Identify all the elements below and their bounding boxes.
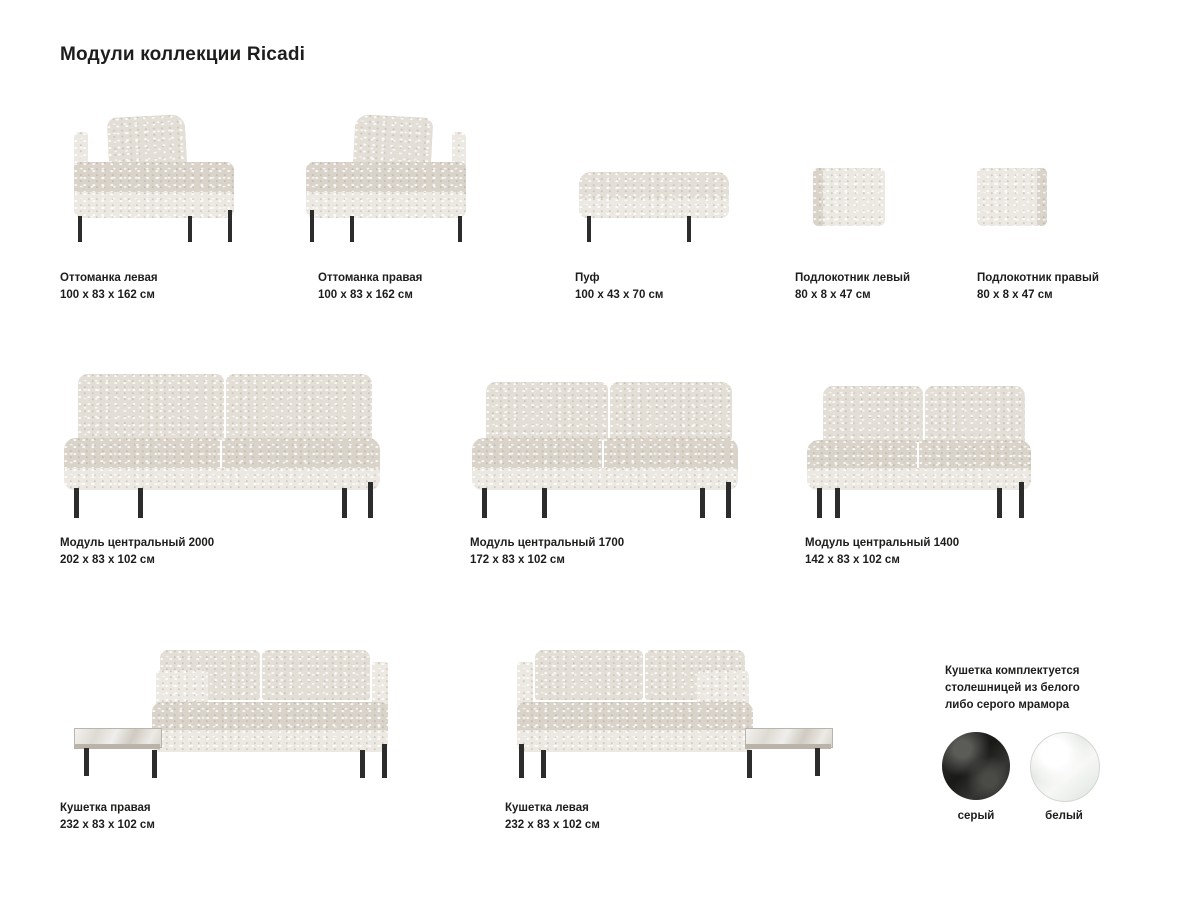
product-ottoman-left <box>60 110 290 301</box>
product-name: Кушетка левая <box>505 802 589 814</box>
swatch-marble-grey-label: серый <box>957 810 995 822</box>
marble-note-line-2: столешницей из белого <box>945 682 1080 694</box>
product-armrest-left <box>795 110 965 301</box>
product-image-armrest-left <box>795 110 965 260</box>
product-dimensions: 100 x 83 x 162 см <box>60 289 155 301</box>
product-dimensions: 142 x 83 x 102 см <box>805 554 900 566</box>
product-dimensions: 100 x 43 x 70 см <box>575 289 664 301</box>
product-dimensions: 232 x 83 x 102 см <box>60 819 155 831</box>
product-image-module-central-1400 <box>805 370 1065 525</box>
product-armrest-right <box>977 110 1147 301</box>
product-dimensions: 232 x 83 x 102 см <box>505 819 600 831</box>
product-name: Подлокотник правый <box>977 272 1099 284</box>
product-dimensions: 100 x 83 x 162 см <box>318 289 413 301</box>
swatch-marble-grey[interactable] <box>942 732 1010 800</box>
product-name: Оттоманка левая <box>60 272 158 284</box>
product-name: Модуль центральный 1400 <box>805 537 960 549</box>
product-image-armrest-right <box>977 110 1147 260</box>
product-image-module-central-2000 <box>60 370 410 525</box>
product-module-central-2000 <box>60 370 410 566</box>
product-image-daybed-right <box>60 640 460 790</box>
product-dimensions: 172 x 83 x 102 см <box>470 554 565 566</box>
swatch-marble-white-label: белый <box>1045 810 1083 822</box>
product-image-ottoman-right <box>318 110 548 260</box>
product-name: Оттоманка правая <box>318 272 423 284</box>
product-name: Модуль центральный 2000 <box>60 537 215 549</box>
product-daybed-left <box>505 640 905 831</box>
product-name: Модуль центральный 1700 <box>470 537 625 549</box>
marble-note <box>945 663 1145 714</box>
product-dimensions: 202 x 83 x 102 см <box>60 554 155 566</box>
product-ottoman-right <box>318 110 548 301</box>
product-image-ottoman-left <box>60 110 290 260</box>
product-image-pouf <box>575 110 775 260</box>
page-title: Модули коллекции Ricadi <box>60 44 306 65</box>
marble-note-line-3: либо серого мрамора <box>945 699 1070 711</box>
product-name: Кушетка правая <box>60 802 151 814</box>
product-dimensions: 80 x 8 x 47 см <box>977 289 1053 301</box>
product-module-central-1700 <box>470 370 770 566</box>
marble-note-line-1: Кушетка комплектуется <box>945 665 1080 677</box>
product-module-central-1400 <box>805 370 1065 566</box>
product-image-module-central-1700 <box>470 370 770 525</box>
product-name: Подлокотник левый <box>795 272 911 284</box>
swatch-marble-white[interactable] <box>1030 732 1100 802</box>
product-daybed-right <box>60 640 460 831</box>
product-image-daybed-left <box>505 640 905 790</box>
product-name: Пуф <box>575 272 600 284</box>
product-dimensions: 80 x 8 x 47 см <box>795 289 871 301</box>
product-pouf <box>575 110 775 301</box>
